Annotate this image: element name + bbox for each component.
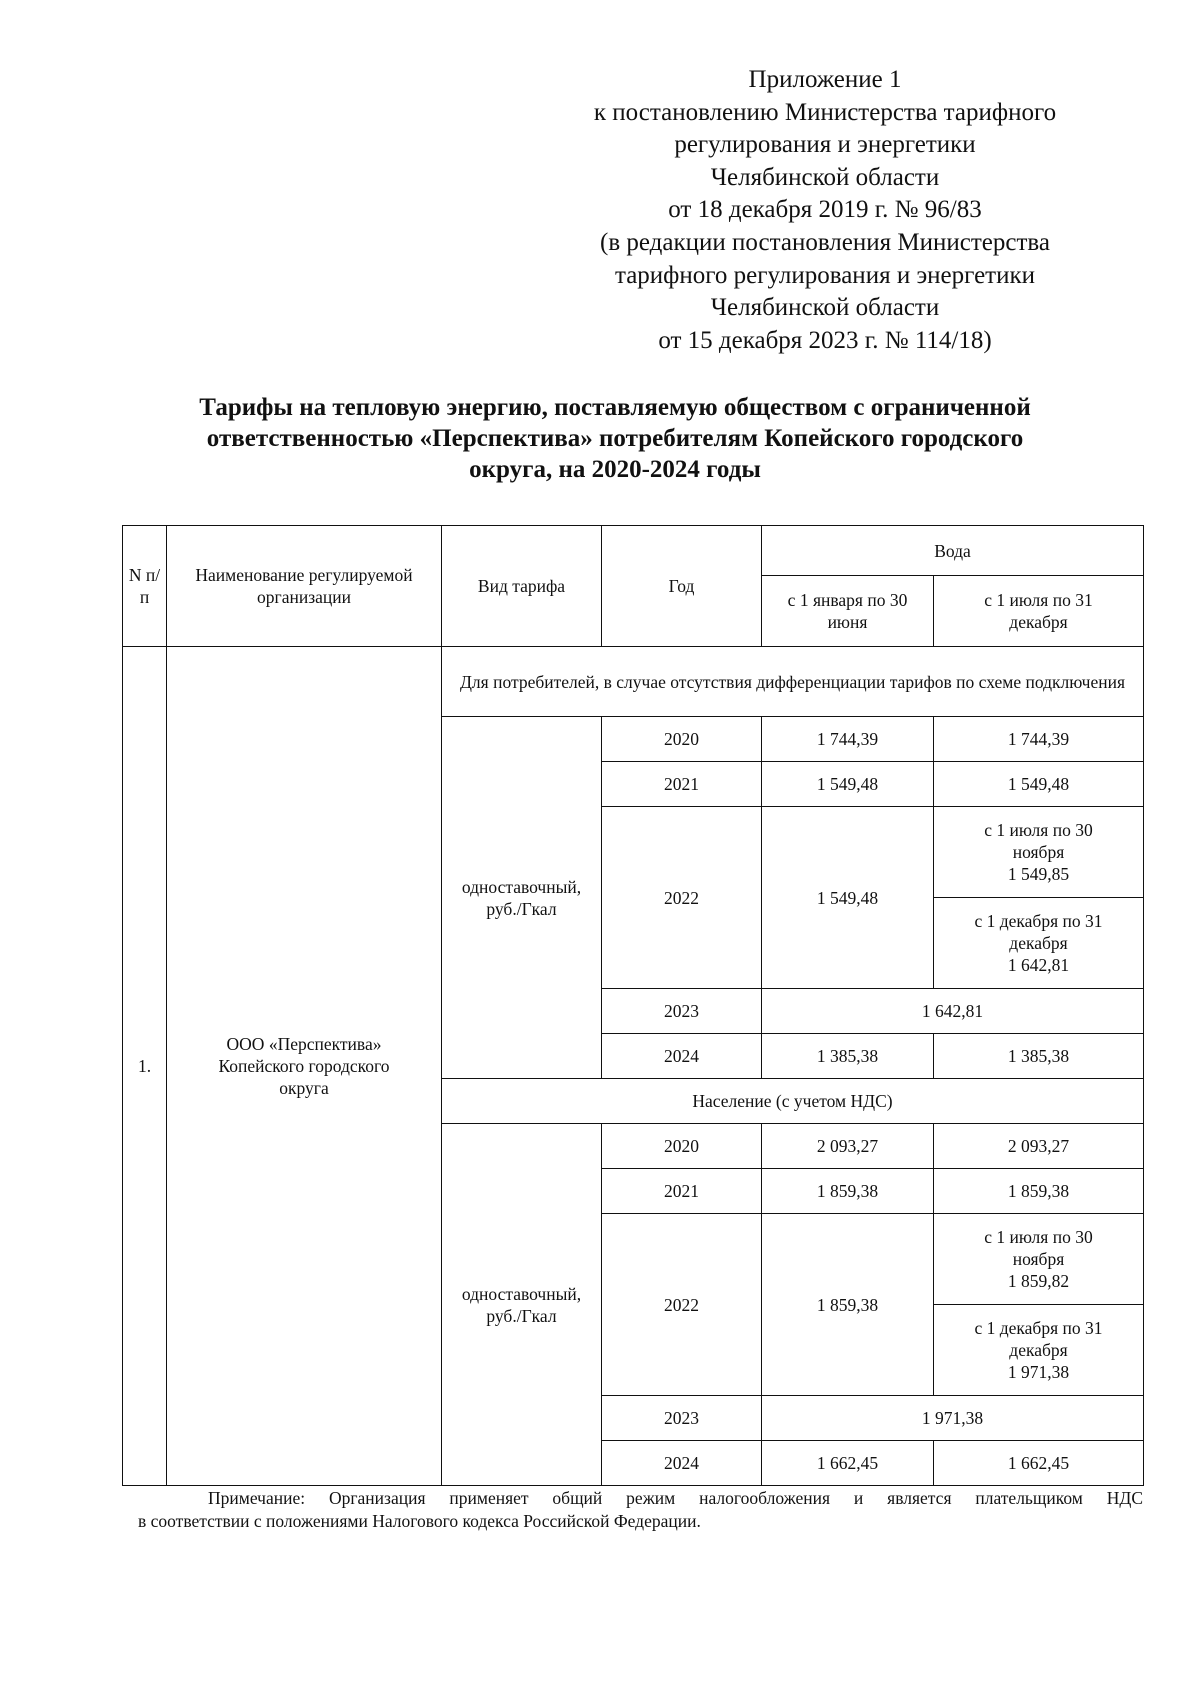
split-period-value: 1 971,38	[1007, 1362, 1070, 1382]
split-period-label: с 1 июля по 30 ноября	[984, 1227, 1093, 1269]
appendix-line: от 15 декабря 2023 г. № 114/18)	[658, 326, 992, 354]
year-cell: 2024	[602, 1441, 762, 1486]
header-number: N п/п	[123, 526, 167, 647]
footnote-line: Примечание: Организация применяет общий режим налогообложения и является плательщиком НДС	[208, 1488, 1143, 1508]
appendix-line: Приложение 1	[748, 66, 902, 93]
title-line: округа, на 2020-2024 годы	[469, 456, 761, 483]
header-period-jan-jun: с 1 января по 30 июня	[762, 576, 934, 647]
value-cell: 1 859,38	[762, 1214, 934, 1396]
section-title: Население (с учетом НДС)	[442, 1079, 1144, 1124]
year-cell: 2024	[602, 1034, 762, 1079]
merged-value-cell: 1 971,38	[762, 1396, 1144, 1441]
organization-name: ООО «Перспектива» Копейского городского округа	[167, 647, 442, 1486]
appendix-line: Челябинской области	[710, 163, 940, 191]
header-organization: Наименование регулируемой организации	[167, 526, 442, 647]
value-cell: 1 385,38	[934, 1034, 1144, 1079]
value-cell: 1 549,48	[934, 762, 1144, 807]
value-cell: 1 662,45	[762, 1441, 934, 1486]
header-period-jul-dec: с 1 июля по 31 декабря	[934, 576, 1144, 647]
value-cell: 1 859,38	[762, 1169, 934, 1214]
value-cell: 1 549,48	[762, 807, 934, 989]
year-cell: 2023	[602, 1396, 762, 1441]
split-period-value: 1 549,85	[1007, 864, 1070, 884]
split-period-value: 1 642,81	[1007, 955, 1070, 975]
value-cell: 1 744,39	[934, 717, 1144, 762]
section-title: Для потребителей, в случае отсутствия дифференциации тарифов по схеме подключения	[442, 647, 1144, 717]
year-cell: 2022	[602, 807, 762, 989]
appendix-line: регулирования и энергетики	[674, 131, 976, 159]
year-cell: 2023	[602, 989, 762, 1034]
split-period-value: 1 859,82	[1007, 1271, 1070, 1291]
split-period-label: с 1 декабря по 31 декабря	[974, 911, 1103, 953]
year-cell: 2021	[602, 762, 762, 807]
year-cell: 2020	[602, 717, 762, 762]
row-number: 1.	[123, 647, 167, 1486]
split-period-cell	[934, 1305, 1144, 1396]
year-cell: 2020	[602, 1124, 762, 1169]
value-cell: 1 859,38	[934, 1169, 1144, 1214]
value-cell: 1 385,38	[762, 1034, 934, 1079]
tariff-type: одноставочный, руб./Гкал	[442, 1124, 602, 1486]
appendix-line: (в редакции постановления Министерства	[600, 228, 1050, 256]
footnote-line: в соответствии с положениями Налогового кодекса Российской Федерации.	[138, 1511, 701, 1531]
value-cell: 2 093,27	[934, 1124, 1144, 1169]
value-cell: 1 549,48	[762, 762, 934, 807]
split-period-cell	[934, 898, 1144, 989]
appendix-line: к постановлению Министерства тарифного	[593, 98, 1057, 126]
split-period-cell	[934, 807, 1144, 898]
tariff-type: одноставочный, руб./Гкал	[442, 717, 602, 1079]
appendix-line: от 18 декабря 2019 г. № 96/83	[668, 196, 982, 224]
title-line: ответственностью «Перспектива» потребителям Копейского городского	[206, 425, 1024, 452]
header-tariff-type: Вид тарифа	[442, 526, 602, 647]
document-title	[120, 392, 1110, 485]
split-period-cell	[934, 1214, 1144, 1305]
header-water: Вода	[762, 526, 1144, 576]
value-cell: 1 744,39	[762, 717, 934, 762]
appendix-line: Челябинской области	[710, 294, 940, 322]
title-line: Тарифы на тепловую энергию, поставляемую обществом с ограниченной	[199, 394, 1031, 421]
year-cell: 2022	[602, 1214, 762, 1396]
appendix-header	[545, 64, 1105, 357]
header-year: Год	[602, 526, 762, 647]
value-cell: 2 093,27	[762, 1124, 934, 1169]
split-period-label: с 1 июля по 30 ноября	[984, 820, 1093, 862]
merged-value-cell: 1 642,81	[762, 989, 1144, 1034]
tariff-table	[122, 525, 1144, 1486]
year-cell: 2021	[602, 1169, 762, 1214]
value-cell: 1 662,45	[934, 1441, 1144, 1486]
footnote	[138, 1487, 1143, 1533]
split-period-label: с 1 декабря по 31 декабря	[974, 1318, 1103, 1360]
appendix-line: тарифного регулирования и энергетики	[614, 261, 1036, 289]
